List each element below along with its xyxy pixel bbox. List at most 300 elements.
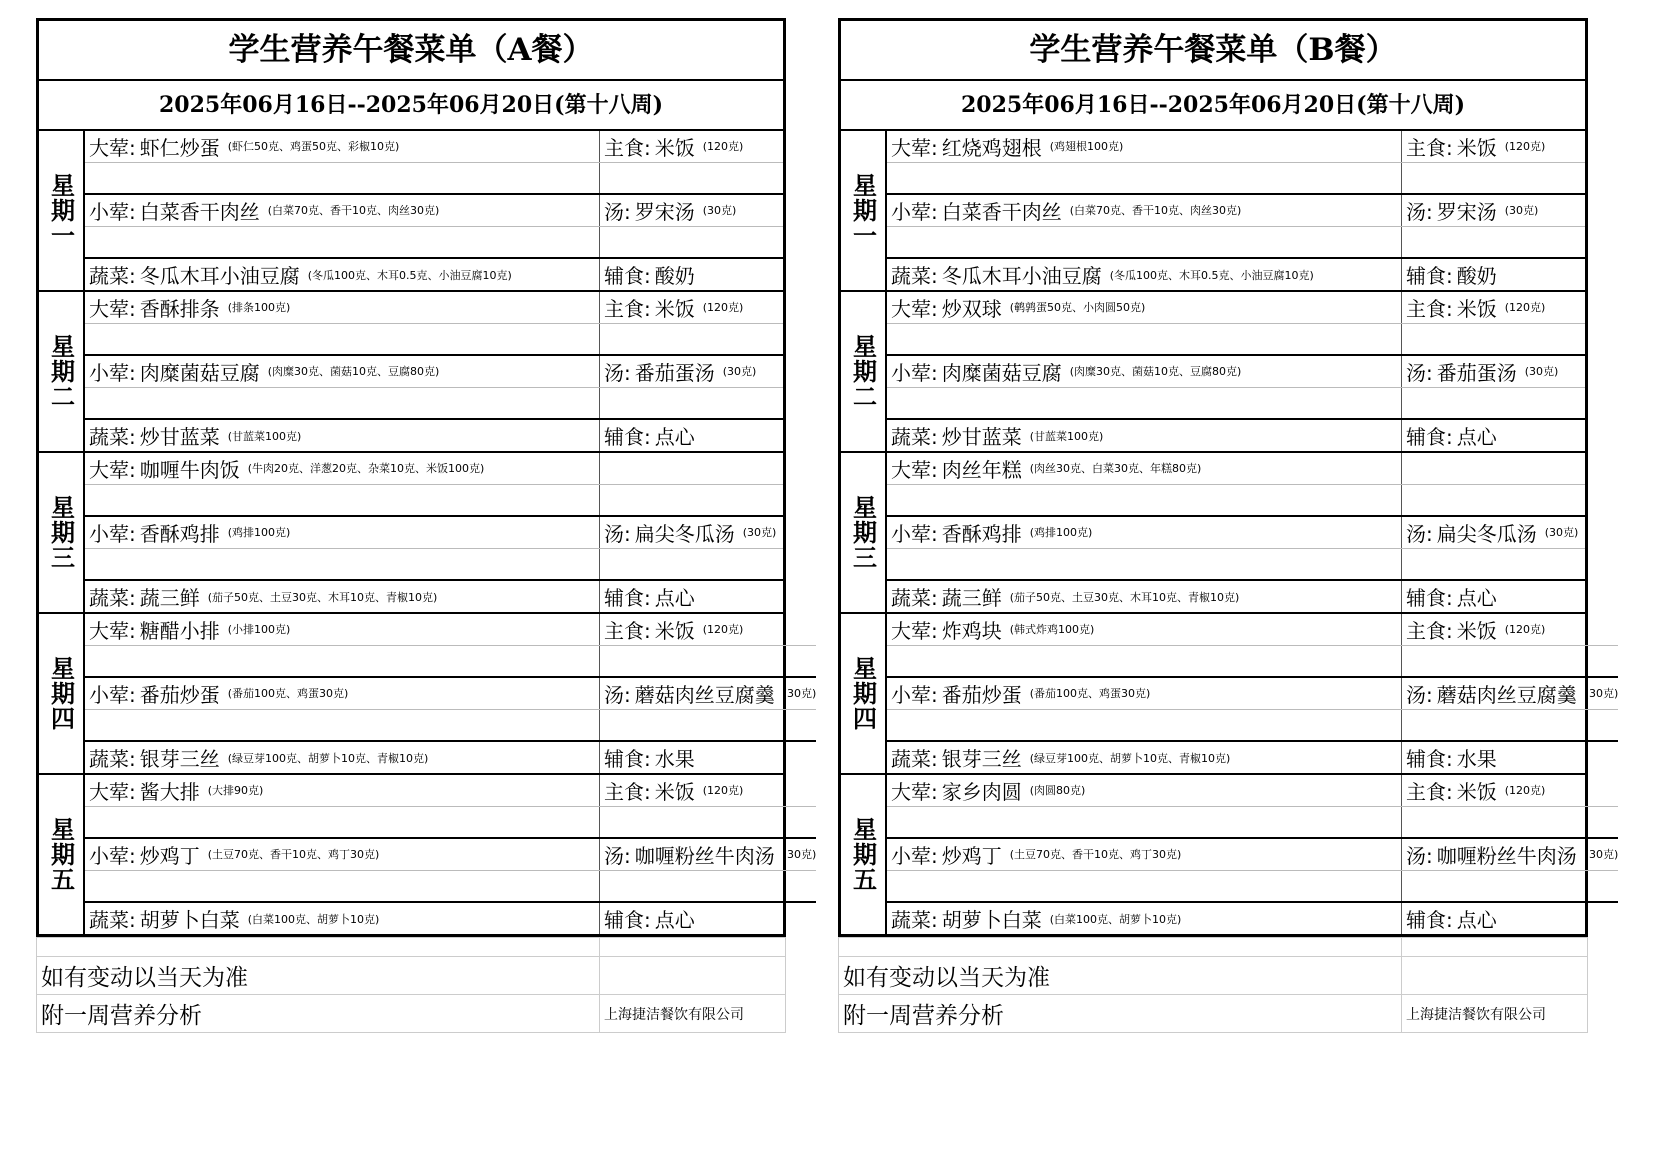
dish-ingredients: (鸡翅根100克) (1049, 140, 1124, 154)
side-cell (600, 131, 783, 162)
dish-cell (85, 453, 600, 484)
side-category: 主食: (1406, 618, 1453, 643)
dish-cell (887, 259, 1402, 290)
dish-ingredients: (白菜70克、香干10克、肉丝30克) (1069, 204, 1242, 218)
day-label: 星期三 (841, 453, 887, 612)
side-name: 米饭 (1456, 135, 1497, 160)
side-name: 米饭 (654, 296, 695, 321)
dish-name: 炒鸡丁 (139, 843, 200, 868)
footer-analysis-row (37, 994, 785, 1032)
day-rows (85, 292, 783, 451)
dish-row (887, 418, 1585, 451)
dish-category: 蔬菜: (891, 908, 938, 933)
dish-ingredients: (牛肉20克、洋葱20克、杂菜10克、米饭100克) (247, 462, 485, 476)
side-category: 主食: (604, 135, 651, 160)
empty-cell (600, 807, 816, 838)
day-block (841, 614, 1619, 775)
side-amount: (120克) (1504, 140, 1546, 154)
side-category: 辅食: (604, 586, 651, 611)
dish-ingredients: (大排90克) (207, 784, 264, 798)
dish-ingredients: (排条100克) (227, 301, 291, 315)
side-cell (1402, 131, 1585, 162)
empty-cell (1402, 485, 1585, 516)
dish-category: 大荤: (891, 779, 938, 804)
dish-category: 小荤: (89, 521, 136, 546)
dish-cell (85, 259, 600, 290)
day-table (36, 129, 817, 937)
dish-name: 香酥排条 (139, 296, 220, 321)
side-cell (1402, 614, 1618, 645)
dish-cell (85, 775, 600, 806)
dish-cell (887, 420, 1402, 451)
day-rows (887, 292, 1585, 451)
side-category: 主食: (604, 618, 651, 643)
dish-name: 番茄炒蛋 (941, 682, 1022, 707)
empty-cell (887, 710, 1402, 741)
side-cell (1402, 839, 1618, 870)
footer-company: 上海捷洁餐饮有限公司 (1406, 1006, 1546, 1023)
dish-cell (85, 581, 600, 612)
empty-cell (887, 485, 1402, 516)
dish-category: 大荤: (891, 618, 938, 643)
dish-row (85, 515, 783, 548)
date-range: 2025年06月16日--2025年06月20日(第十八周) (960, 92, 1465, 118)
side-category: 辅食: (1406, 425, 1453, 450)
dish-name: 香酥鸡排 (941, 521, 1022, 546)
dish-category: 小荤: (89, 360, 136, 385)
empty-cell (887, 388, 1402, 419)
side-name: 扁尖冬瓜汤 (634, 521, 735, 546)
side-cell (600, 742, 816, 773)
side-name: 水果 (1456, 747, 1497, 772)
dish-cell (887, 356, 1402, 387)
dish-cell (887, 581, 1402, 612)
dish-category: 蔬菜: (89, 586, 136, 611)
dish-row (887, 614, 1618, 645)
menu-footer (838, 937, 1588, 1033)
dish-name: 炸鸡块 (941, 618, 1002, 643)
dish-category: 小荤: (89, 199, 136, 224)
day-rows (887, 131, 1585, 290)
side-category: 辅食: (1406, 264, 1453, 289)
day-block (39, 131, 783, 292)
side-name: 番茄蛋汤 (1436, 360, 1517, 385)
empty-cell (1402, 646, 1618, 677)
side-name: 米饭 (654, 618, 695, 643)
dish-row (887, 292, 1585, 323)
dish-row (85, 193, 783, 226)
dish-name: 番茄炒蛋 (139, 682, 220, 707)
side-category: 汤: (1406, 199, 1433, 224)
dish-category: 大荤: (89, 135, 136, 160)
empty-cell (85, 710, 600, 741)
spacer-row (887, 870, 1618, 902)
empty-cell (887, 871, 1402, 902)
spacer-row (85, 484, 783, 516)
side-name: 米饭 (1456, 296, 1497, 321)
menu-header (36, 18, 786, 129)
dish-cell (85, 131, 600, 162)
footer-analysis-row (839, 994, 1587, 1032)
side-name: 点心 (1456, 586, 1497, 611)
dish-name: 冬瓜木耳小油豆腐 (941, 264, 1102, 289)
dish-cell (887, 614, 1402, 645)
dish-cell (85, 517, 600, 548)
side-amount: (120克) (1504, 784, 1546, 798)
day-label: 星期四 (39, 614, 85, 773)
dish-name: 肉丝年糕 (941, 457, 1022, 482)
side-amount: (30克) (722, 365, 757, 379)
spacer-row (887, 387, 1585, 419)
spacer-row (85, 806, 816, 838)
side-category: 主食: (604, 779, 651, 804)
date-range: 2025年06月16日--2025年06月20日(第十八周) (158, 92, 663, 118)
footer-blank-row (839, 937, 1587, 956)
dish-ingredients: (肉糜30克、菌菇10克、豆腐80克) (1069, 365, 1242, 379)
side-amount: (30克) (1544, 526, 1579, 540)
dish-row (887, 579, 1585, 612)
dish-name: 炒甘蓝菜 (139, 425, 220, 450)
dish-name: 冬瓜木耳小油豆腐 (139, 264, 300, 289)
footer-notice: 如有变动以当天为准 (839, 957, 1402, 994)
dish-name: 银芽三丝 (941, 747, 1022, 772)
dish-ingredients: (白菜100克、胡萝卜10克) (1049, 912, 1182, 926)
dish-category: 大荤: (891, 296, 938, 321)
side-amount: (30克) (782, 848, 817, 862)
side-category: 辅食: (1406, 908, 1453, 933)
side-cell (1402, 678, 1618, 709)
dish-ingredients: (韩式炸鸡100克) (1009, 623, 1095, 637)
dish-name: 蔬三鲜 (941, 586, 1002, 611)
dish-ingredients: (茄子50克、土豆30克、木耳10克、青椒10克) (207, 590, 438, 604)
side-category: 汤: (604, 682, 631, 707)
dish-row (887, 901, 1618, 934)
footer-cell (1402, 938, 1587, 956)
dish-category: 蔬菜: (891, 586, 938, 611)
side-amount: (120克) (702, 140, 744, 154)
dish-name: 炒鸡丁 (941, 843, 1002, 868)
side-name: 米饭 (654, 779, 695, 804)
dish-cell (887, 742, 1402, 773)
dish-category: 大荤: (89, 618, 136, 643)
empty-cell (1402, 388, 1585, 419)
dish-category: 大荤: (891, 135, 938, 160)
dish-cell (85, 356, 600, 387)
dish-ingredients: (鸡排100克) (227, 526, 291, 540)
dish-ingredients: (甘蓝菜100克) (227, 429, 302, 443)
side-cell (600, 356, 783, 387)
footer-cell (600, 938, 785, 956)
day-block (39, 453, 783, 614)
dish-category: 蔬菜: (89, 747, 136, 772)
empty-cell (85, 324, 600, 355)
footer-blank-row (37, 937, 785, 956)
empty-cell (85, 485, 600, 516)
spacer-row (85, 162, 783, 194)
dish-cell (85, 903, 600, 934)
empty-cell (1402, 549, 1585, 580)
side-cell (1402, 517, 1585, 548)
side-cell (600, 517, 783, 548)
side-amount: (30克) (742, 526, 777, 540)
side-cell (1402, 292, 1585, 323)
menu-footer (36, 937, 786, 1033)
spacer-row (85, 709, 816, 741)
day-label: 星期一 (39, 131, 85, 290)
dish-row (85, 614, 816, 645)
day-rows (85, 131, 783, 290)
empty-cell (887, 324, 1402, 355)
spacer-row (85, 548, 783, 580)
side-amount: (30克) (1524, 365, 1559, 379)
dish-name: 白菜香干肉丝 (139, 199, 260, 224)
menu-a (36, 18, 817, 1033)
footer-notice: 如有变动以当天为准 (37, 957, 600, 994)
side-amount: (30克) (1584, 687, 1619, 701)
footer-notice-row (37, 956, 785, 994)
dish-ingredients: (番茄100克、鸡蛋30克) (227, 687, 349, 701)
dish-category: 小荤: (891, 360, 938, 385)
dish-category: 小荤: (891, 199, 938, 224)
side-name: 点心 (654, 586, 695, 611)
dish-ingredients: (土豆70克、香干10克、鸡丁30克) (207, 848, 380, 862)
dish-row (85, 354, 783, 387)
dish-name: 家乡肉圆 (941, 779, 1022, 804)
dish-cell (887, 775, 1402, 806)
day-block (39, 292, 783, 453)
side-cell (1402, 453, 1585, 484)
empty-cell (887, 549, 1402, 580)
spacer-row (85, 870, 816, 902)
dish-name: 胡萝卜白菜 (139, 908, 240, 933)
side-name: 酸奶 (1456, 264, 1497, 289)
side-cell (600, 453, 783, 484)
dish-row (85, 292, 783, 323)
spacer-row (887, 806, 1618, 838)
side-name: 罗宋汤 (634, 199, 695, 224)
empty-cell (1402, 227, 1585, 258)
empty-cell (600, 388, 783, 419)
side-cell (1402, 903, 1618, 934)
side-category: 辅食: (1406, 747, 1453, 772)
empty-cell (887, 227, 1402, 258)
dish-row (887, 740, 1618, 773)
dish-category: 小荤: (891, 843, 938, 868)
dish-row (85, 418, 783, 451)
dish-ingredients: (冬瓜100克、木耳0.5克、小油豆腐10克) (307, 268, 512, 282)
side-name: 扁尖冬瓜汤 (1436, 521, 1537, 546)
side-cell (600, 678, 816, 709)
dish-ingredients: (绿豆芽100克、胡萝卜10克、青椒10克) (1029, 751, 1231, 765)
side-name: 点心 (654, 908, 695, 933)
side-name: 蘑菇肉丝豆腐羹 (634, 682, 775, 707)
side-amount: (30克) (782, 687, 817, 701)
side-name: 点心 (1456, 908, 1497, 933)
day-rows (85, 775, 816, 934)
spacer-row (887, 548, 1585, 580)
side-category: 汤: (604, 360, 631, 385)
dish-ingredients: (小排100克) (227, 623, 291, 637)
dish-category: 蔬菜: (89, 908, 136, 933)
dish-ingredients: (茄子50克、土豆30克、木耳10克、青椒10克) (1009, 590, 1240, 604)
side-amount: (120克) (1504, 301, 1546, 315)
dish-cell (887, 903, 1402, 934)
dish-cell (887, 678, 1402, 709)
menu-header (838, 18, 1588, 129)
empty-cell (600, 485, 783, 516)
side-category: 汤: (604, 521, 631, 546)
side-cell (600, 903, 816, 934)
dish-row (85, 740, 816, 773)
dish-ingredients: (番茄100克、鸡蛋30克) (1029, 687, 1151, 701)
day-block (841, 292, 1585, 453)
dish-ingredients: (肉圆80克) (1029, 784, 1086, 798)
dish-row (887, 131, 1585, 162)
side-cell (1402, 742, 1618, 773)
dish-cell (887, 839, 1402, 870)
spacer-row (887, 484, 1585, 516)
empty-cell (1402, 710, 1618, 741)
dish-cell (85, 195, 600, 226)
side-category: 主食: (1406, 779, 1453, 804)
empty-cell (85, 646, 600, 677)
spacer-row (887, 162, 1585, 194)
side-name: 罗宋汤 (1436, 199, 1497, 224)
dish-cell (887, 195, 1402, 226)
side-name: 咖喱粉丝牛肉汤 (1436, 843, 1577, 868)
spacer-row (887, 226, 1585, 258)
dish-name: 肉糜菌菇豆腐 (941, 360, 1062, 385)
dish-ingredients: (甘蓝菜100克) (1029, 429, 1104, 443)
day-label: 星期一 (841, 131, 887, 290)
side-category: 汤: (1406, 360, 1433, 385)
day-rows (887, 614, 1618, 773)
dish-ingredients: (鹌鹑蛋50克、小肉圆50克) (1009, 301, 1146, 315)
side-category: 汤: (604, 199, 631, 224)
day-block (841, 453, 1585, 614)
side-cell (1402, 420, 1585, 451)
side-name: 米饭 (1456, 618, 1497, 643)
side-category: 辅食: (604, 747, 651, 772)
dish-cell (85, 742, 600, 773)
empty-cell (85, 807, 600, 838)
empty-cell (600, 710, 816, 741)
empty-cell (85, 871, 600, 902)
side-cell (1402, 195, 1585, 226)
spacer-row (85, 323, 783, 355)
dish-category: 小荤: (891, 682, 938, 707)
empty-cell (85, 227, 600, 258)
dish-row (887, 837, 1618, 870)
dish-category: 蔬菜: (89, 264, 136, 289)
dish-name: 咖喱牛肉饭 (139, 457, 240, 482)
side-amount: (30克) (1504, 204, 1539, 218)
empty-cell (1402, 324, 1585, 355)
dish-row (887, 354, 1585, 387)
footer-analysis: 附一周营养分析 (37, 995, 600, 1032)
dish-name: 香酥鸡排 (139, 521, 220, 546)
side-cell (600, 775, 816, 806)
dish-ingredients: (鸡排100克) (1029, 526, 1093, 540)
dish-category: 蔬菜: (891, 264, 938, 289)
spacer-row (887, 323, 1585, 355)
empty-cell (600, 163, 783, 194)
side-category: 辅食: (604, 908, 651, 933)
side-category: 辅食: (1406, 586, 1453, 611)
empty-cell (1402, 163, 1585, 194)
day-label: 星期五 (841, 775, 887, 934)
dish-cell (887, 292, 1402, 323)
menu-title: 学生营养午餐菜单（B餐） (841, 21, 1585, 81)
footer-cell (600, 957, 785, 994)
side-category: 辅食: (604, 425, 651, 450)
dish-row (85, 257, 783, 290)
dish-name: 糖醋小排 (139, 618, 220, 643)
side-category: 主食: (604, 296, 651, 321)
side-name: 酸奶 (654, 264, 695, 289)
dish-cell (887, 517, 1402, 548)
day-label: 星期三 (39, 453, 85, 612)
dish-ingredients: (绿豆芽100克、胡萝卜10克、青椒10克) (227, 751, 429, 765)
dish-name: 炒双球 (941, 296, 1002, 321)
dish-category: 大荤: (89, 457, 136, 482)
dish-ingredients: (虾仁50克、鸡蛋50克、彩椒10克) (227, 140, 400, 154)
side-amount: (120克) (1504, 623, 1546, 637)
day-block (841, 131, 1585, 292)
side-cell (600, 195, 783, 226)
footer-notice-row (839, 956, 1587, 994)
dish-row (85, 837, 816, 870)
dish-ingredients: (土豆70克、香干10克、鸡丁30克) (1009, 848, 1182, 862)
spacer-row (85, 226, 783, 258)
dish-name: 白菜香干肉丝 (941, 199, 1062, 224)
menu-b (838, 18, 1619, 1033)
side-category: 汤: (604, 843, 631, 868)
side-category: 辅食: (604, 264, 651, 289)
side-name: 米饭 (654, 135, 695, 160)
empty-cell (600, 549, 783, 580)
day-rows (85, 453, 783, 612)
dish-category: 小荤: (891, 521, 938, 546)
dish-cell (887, 131, 1402, 162)
side-cell (600, 292, 783, 323)
dish-name: 炒甘蓝菜 (941, 425, 1022, 450)
dish-category: 小荤: (89, 843, 136, 868)
dish-row (887, 453, 1585, 484)
dish-name: 红烧鸡翅根 (941, 135, 1042, 160)
dish-category: 大荤: (89, 779, 136, 804)
dish-row (887, 775, 1618, 806)
side-category: 汤: (1406, 843, 1433, 868)
dish-name: 蔬三鲜 (139, 586, 200, 611)
day-label: 星期五 (39, 775, 85, 934)
day-rows (887, 775, 1618, 934)
empty-cell (600, 227, 783, 258)
side-name: 米饭 (1456, 779, 1497, 804)
empty-cell (1402, 807, 1618, 838)
dish-row (887, 676, 1618, 709)
dish-ingredients: (白菜70克、香干10克、肉丝30克) (267, 204, 440, 218)
empty-cell (85, 163, 600, 194)
empty-cell (887, 807, 1402, 838)
side-amount: (120克) (702, 301, 744, 315)
dish-category: 蔬菜: (891, 747, 938, 772)
dish-row (85, 579, 783, 612)
empty-cell (85, 549, 600, 580)
day-table (838, 129, 1619, 937)
dish-row (85, 453, 783, 484)
spacer-row (85, 645, 816, 677)
